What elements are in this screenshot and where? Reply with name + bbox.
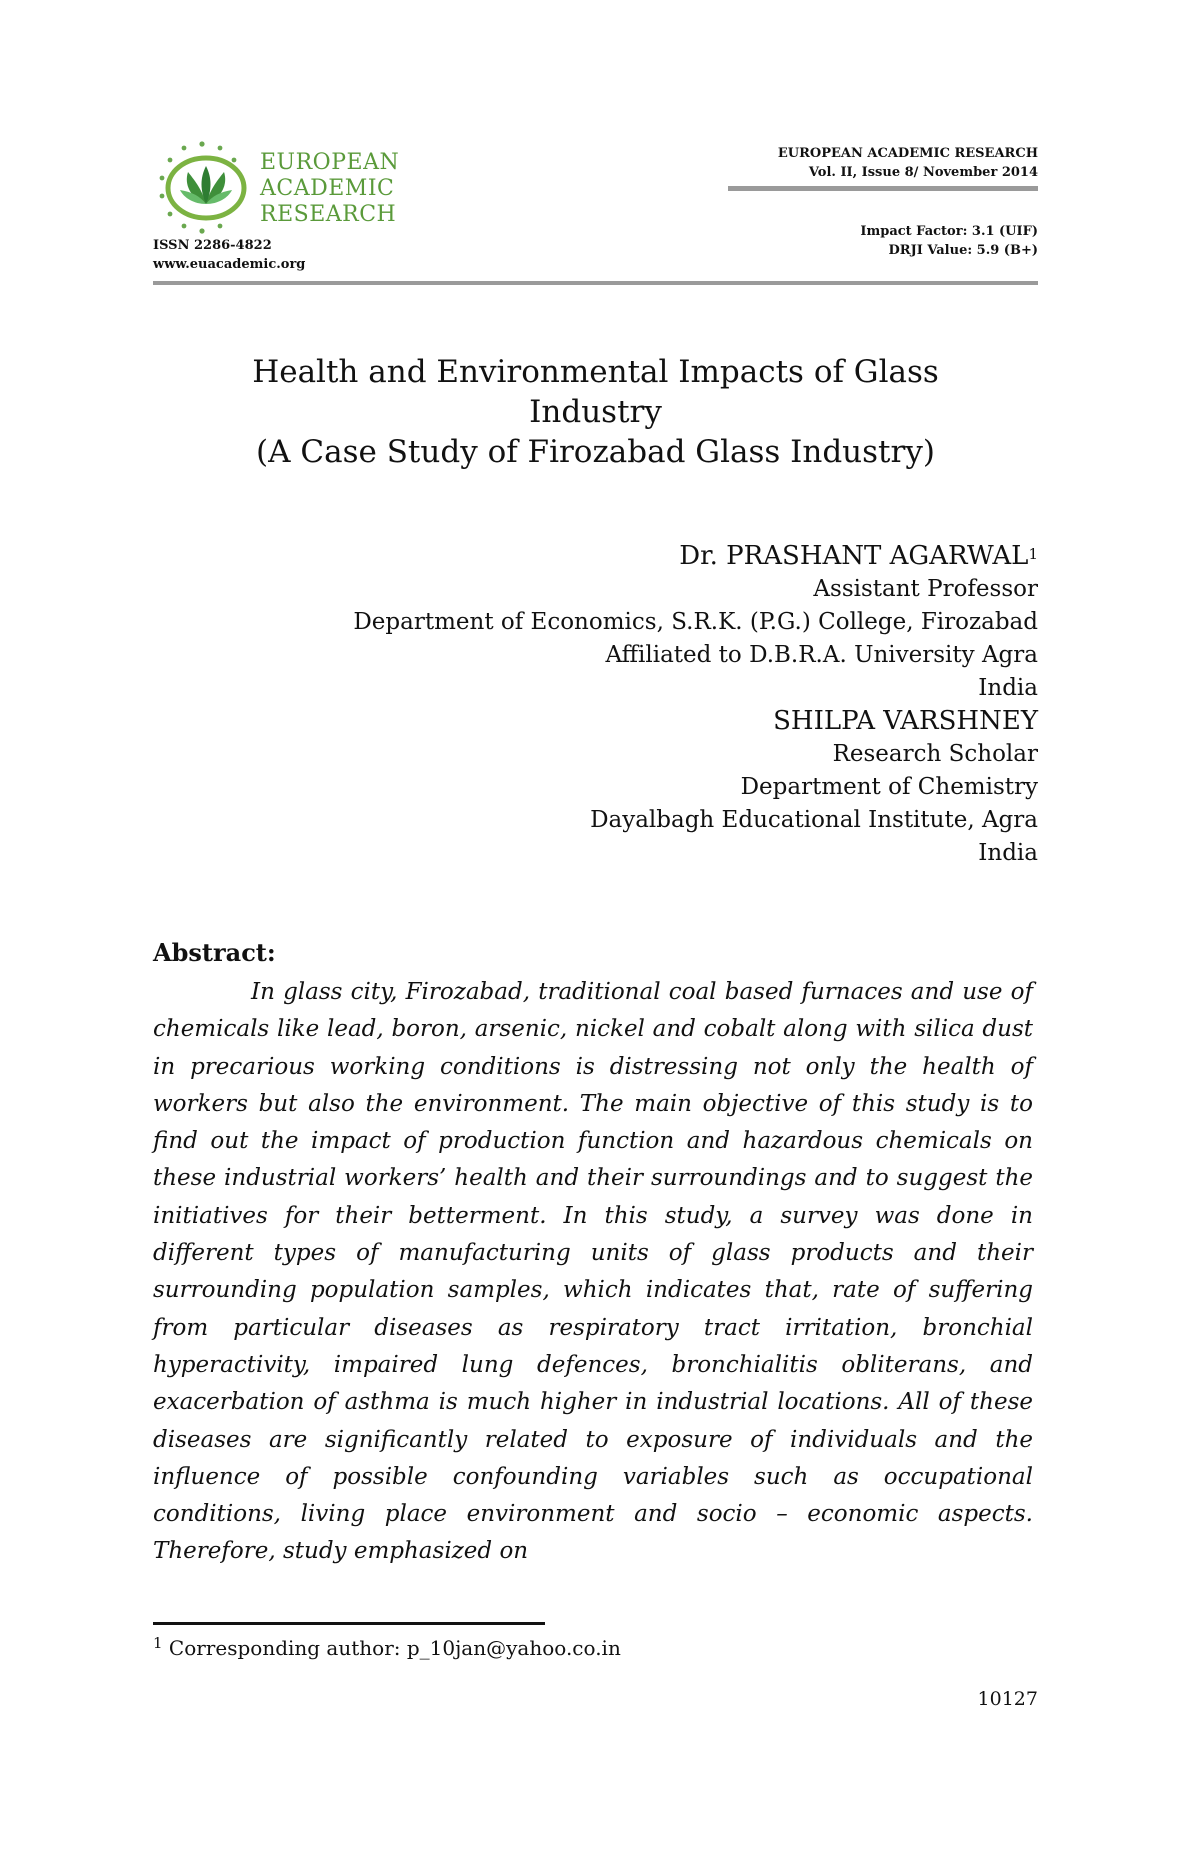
header-rule [153, 281, 1038, 285]
drji-value: DRJI Value: 5.9 (B+) [888, 243, 1038, 258]
issn: ISSN 2286-4822 [153, 238, 272, 253]
author-name: SHILPA VARSHNEY [773, 706, 1038, 736]
abstract-heading: Abstract: [153, 938, 276, 967]
author-affiliation: Affiliated to D.B.R.A. University Agra [605, 642, 1038, 668]
author-block [353, 540, 1038, 870]
title-line-1: Health and Environmental Impacts of Glass [252, 354, 939, 390]
issn-block [153, 236, 305, 274]
author-affiliation: India [978, 675, 1038, 701]
impact-factor: Impact Factor: 3.1 (UIF) [860, 224, 1038, 239]
journal-name: EUROPEAN ACADEMIC RESEARCH [777, 146, 1038, 161]
website-link[interactable]: www.euacademic.org [153, 257, 306, 272]
author-name: Dr. PRASHANT AGARWAL$^1$ [679, 541, 1038, 571]
author-affiliation: India [978, 840, 1038, 866]
title-line-3: (A Case Study of Firozabad Glass Industry) [256, 434, 935, 470]
author-affiliation: Department of Economics, S.R.K. (P.G.) College, Firozabad [353, 609, 1038, 635]
footnote-mark: 1 [153, 1634, 163, 1652]
footnote-rule [153, 1622, 545, 1625]
header-bar [728, 186, 1038, 191]
logo-wordmark: EUROPEAN ACADEMIC RESEARCH [260, 150, 400, 227]
page-number: 10127 [977, 1688, 1038, 1710]
abstract-body [153, 974, 1033, 1571]
author-affiliation: Dayalbagh Educational Institute, Agra [590, 807, 1038, 833]
impact-info [860, 222, 1038, 260]
author-1 [353, 540, 1038, 705]
author-2 [353, 705, 1038, 870]
abstract-text: In glass city, Firozabad, traditional coal based furnaces and use of chemicals like lead, boron, arsenic, nickel and cobalt along with silica dust in precarious working conditions is distressing not only the health of workers but also the environment. The main objective of this study is to find out the impact of production function and hazardous chemicals on these industrial workers’ health and their surroundings and to suggest the initiatives for their betterment. In this study, a survey was done in different types of manufacturing units of glass products and their surrounding population samples, which indicates that, rate of suffering from particular diseases as respiratory tract irritation, bronchial hyperactivity, impaired lung defences, bronchialitis obliterans, and exacerbation of asthma is much higher in industrial locations. All of these diseases are significantly related to exposure of individuals and the influence of possible confounding variables such as occupational conditions, living place environment and socio – economic aspects. Therefore, study emphasized on [153, 979, 1033, 1565]
footnote-text: Corresponding author: p_10jan@yahoo.co.in [168, 1636, 621, 1660]
author-affiliation: Assistant Professor [813, 576, 1038, 602]
journal-logo [150, 138, 410, 238]
footnote [153, 1636, 621, 1660]
author-affiliation: Research Scholar [832, 741, 1038, 767]
paper-title [153, 352, 1038, 472]
footnote-mark[interactable]: 1 [1028, 545, 1038, 563]
volume-issue: Vol. II, Issue 8/ November 2014 [808, 165, 1038, 180]
logo-emblem-icon [150, 138, 254, 238]
author-affiliation: Department of Chemistry [740, 774, 1038, 800]
journal-info [778, 144, 1038, 182]
title-line-2: Industry [529, 394, 662, 430]
